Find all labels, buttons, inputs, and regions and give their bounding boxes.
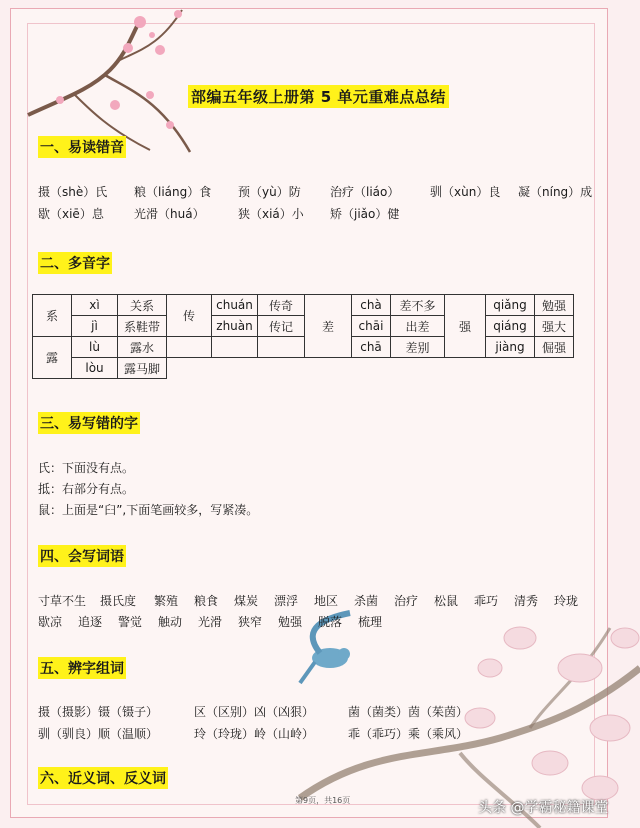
table-cell: lù bbox=[72, 337, 118, 358]
table-cell: chāi bbox=[352, 316, 391, 337]
table-cell bbox=[167, 337, 212, 358]
table-row bbox=[33, 337, 574, 358]
table-cell bbox=[258, 337, 305, 358]
word-item: 玲珑 bbox=[554, 594, 579, 608]
pronounce-item: 光滑（huá） bbox=[134, 207, 205, 221]
pronounce-item: 预（yù）防 bbox=[238, 185, 301, 199]
distinguish-item: 菌（菌类）茵（茱茵） bbox=[348, 705, 469, 719]
table-cell: 系 bbox=[33, 295, 72, 337]
word-item: 寸草不生 bbox=[38, 594, 87, 608]
word-item: 治疗 bbox=[394, 594, 419, 608]
word-item: 地区 bbox=[314, 594, 339, 608]
table-cell: jì bbox=[72, 316, 118, 337]
table-cell: 倔强 bbox=[535, 337, 574, 358]
table-cell: 差不多 bbox=[391, 295, 445, 316]
word-item: 清秀 bbox=[514, 594, 539, 608]
word-item: 漂浮 bbox=[274, 594, 299, 608]
section-heading-4: 四、会写词语 bbox=[38, 545, 126, 567]
word-item: 歇凉 bbox=[38, 615, 63, 629]
word-item: 追逐 bbox=[78, 615, 103, 629]
section-heading-3: 三、易写错的字 bbox=[38, 412, 140, 434]
pronounce-item: 凝（níng）成 bbox=[518, 185, 593, 199]
word-item: 摄氏度 bbox=[100, 594, 137, 608]
table-cell: 露马脚 bbox=[118, 358, 167, 379]
word-item: 煤炭 bbox=[234, 594, 259, 608]
distinguish-item: 乖（乖巧）乘（乘风） bbox=[348, 727, 469, 741]
table-cell: 传奇 bbox=[258, 295, 305, 316]
pronounce-item: 狭（xiá）小 bbox=[238, 207, 304, 221]
page-number: 第9页，共16页 bbox=[295, 796, 351, 805]
table-cell: 出差 bbox=[391, 316, 445, 337]
section-heading-5: 五、辨字组词 bbox=[38, 657, 126, 679]
table-cell: 露 bbox=[33, 337, 72, 379]
page-title: 部编五年级上册第 5 单元重难点总结 bbox=[188, 85, 449, 108]
word-item: 粮食 bbox=[194, 594, 219, 608]
table-cell: zhuàn bbox=[212, 316, 258, 337]
word-item: 松鼠 bbox=[434, 594, 459, 608]
pronounce-item: 矫（jiǎo）健 bbox=[330, 207, 400, 221]
table-cell: qiáng bbox=[486, 316, 535, 337]
table-row bbox=[33, 295, 574, 316]
watermark: 头条 @学霸秘籍课堂 bbox=[478, 800, 609, 816]
table-cell: 差 bbox=[305, 295, 352, 358]
table-cell: qiǎng bbox=[486, 295, 535, 316]
pronounce-item: 歇（xiē）息 bbox=[38, 207, 104, 221]
section-heading-1: 一、易读错音 bbox=[38, 136, 126, 158]
table-cell: lòu bbox=[72, 358, 118, 379]
table-row bbox=[33, 358, 574, 379]
table-cell: chā bbox=[352, 337, 391, 358]
distinguish-item: 区（区别）凶（凶狠） bbox=[194, 705, 315, 719]
table-row bbox=[33, 316, 574, 337]
pronounce-item: 粮（liáng）食 bbox=[134, 185, 212, 199]
table-cell: jiàng bbox=[486, 337, 535, 358]
table-cell: 强大 bbox=[535, 316, 574, 337]
miswrite-line: 氏：下面没有点。 bbox=[38, 461, 135, 475]
word-item: 光滑 bbox=[198, 615, 223, 629]
distinguish-item: 玲（玲珑）岭（山岭） bbox=[194, 727, 315, 741]
section-heading-6: 六、近义词、反义词 bbox=[38, 767, 168, 789]
table-cell: 传 bbox=[167, 295, 212, 337]
table-cell: 差别 bbox=[391, 337, 445, 358]
table-cell: xì bbox=[72, 295, 118, 316]
table-cell: 强 bbox=[445, 295, 486, 358]
pronounce-item: 驯（xùn）良 bbox=[430, 185, 501, 199]
word-item: 警觉 bbox=[118, 615, 143, 629]
table-cell: 露水 bbox=[118, 337, 167, 358]
table-cell: 勉强 bbox=[535, 295, 574, 316]
word-item: 狭窄 bbox=[238, 615, 263, 629]
polyphone-table bbox=[32, 294, 574, 379]
table-cell: 系鞋带 bbox=[118, 316, 167, 337]
table-cell: 传记 bbox=[258, 316, 305, 337]
word-item: 触动 bbox=[158, 615, 183, 629]
distinguish-item: 驯（驯良）顺（温顺） bbox=[38, 727, 159, 741]
word-item: 杀菌 bbox=[354, 594, 379, 608]
table-cell: 关系 bbox=[118, 295, 167, 316]
word-item: 乖巧 bbox=[474, 594, 499, 608]
section-heading-2: 二、多音字 bbox=[38, 252, 112, 274]
table-cell: chuán bbox=[212, 295, 258, 316]
pronounce-item: 治疗（liáo） bbox=[330, 185, 400, 199]
word-item: 勉强 bbox=[278, 615, 303, 629]
distinguish-item: 摄（摄影）镊（镊子） bbox=[38, 705, 159, 719]
table-cell: chà bbox=[352, 295, 391, 316]
table-cell bbox=[212, 337, 258, 358]
word-item: 繁殖 bbox=[154, 594, 179, 608]
word-item: 梳理 bbox=[358, 615, 383, 629]
pronounce-item: 摄（shè）氏 bbox=[38, 185, 108, 199]
word-item: 脱落 bbox=[318, 615, 343, 629]
miswrite-line: 鼠：上面是“臼”,下面笔画较多，写紧凑。 bbox=[38, 503, 259, 517]
miswrite-line: 抵：右部分有点。 bbox=[38, 482, 135, 496]
